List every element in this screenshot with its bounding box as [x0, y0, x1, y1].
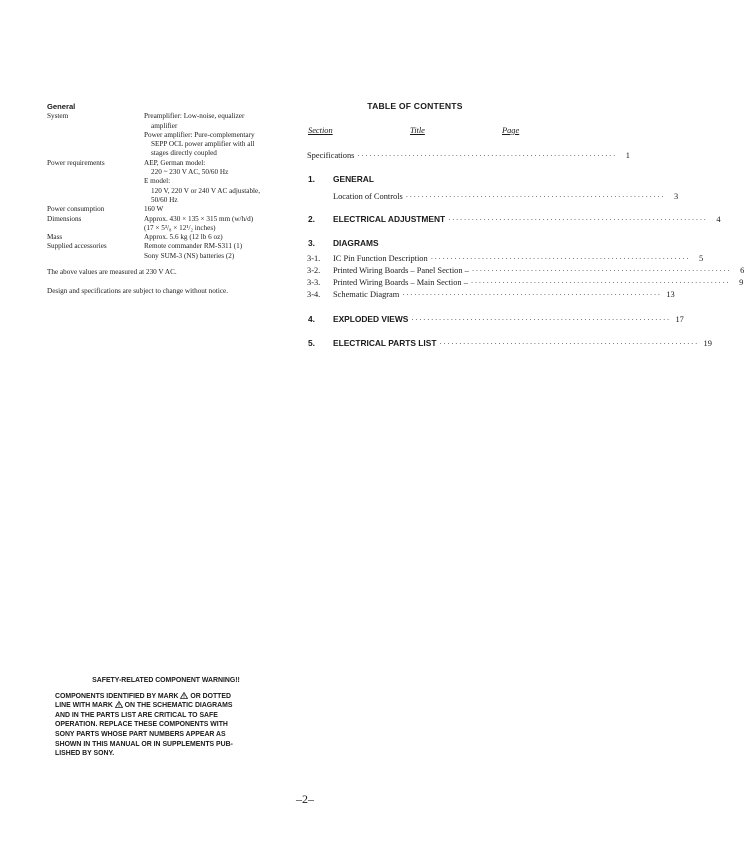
spec-label: Power requirements	[47, 158, 105, 167]
toc-entry-pwb-panel-section[interactable]	[333, 266, 744, 275]
warning-text: OR DOTTED	[188, 692, 231, 700]
toc-section-title: GENERAL	[333, 174, 374, 184]
toc-title: TABLE OF CONTENTS	[367, 101, 463, 111]
warning-line: SONY PARTS WHOSE PART NUMBERS APPEAR AS	[55, 730, 226, 738]
toc-section-title: ELECTRICAL PARTS LIST	[333, 338, 437, 348]
toc-entry-label: Schematic Diagram	[333, 290, 400, 299]
spec-value-line: 160 W	[144, 205, 164, 214]
spec-value-line: 220 ~ 230 V AC, 50/60 Hz	[151, 168, 229, 177]
toc-section-diagrams[interactable]	[333, 238, 521, 248]
toc-entry-ic-pin-function[interactable]	[333, 254, 704, 263]
dot-leader: ··································································	[405, 193, 666, 201]
toc-entry-page: 17	[675, 315, 684, 324]
spec-row	[47, 159, 287, 205]
toc-entry-page: 1	[625, 151, 630, 160]
spec-value-line: 50/60 Hz	[151, 195, 178, 204]
spec-value-line: Approx. 430 × 135 × 315 mm (w/h/d)	[144, 214, 254, 223]
toc-section-general[interactable]	[333, 174, 521, 184]
spec-value-line: amplifier	[151, 121, 178, 130]
spec-label: Dimensions	[47, 214, 82, 223]
toc-col-title: Title	[410, 126, 425, 135]
safety-warning	[55, 676, 273, 759]
toc-section-number: 2.	[308, 214, 315, 224]
spec-row	[47, 242, 287, 261]
toc-entry-label: IC Pin Function Description	[333, 254, 428, 263]
spec-row	[47, 112, 287, 158]
toc-entry-page: 9	[739, 278, 744, 287]
warning-line	[55, 692, 273, 702]
toc-entry-specifications[interactable]	[307, 151, 630, 160]
warning-line: LISHED BY SONY.	[55, 750, 115, 758]
page-number: –2–	[296, 792, 314, 806]
spec-label: Mass	[47, 233, 63, 242]
toc-section-number: 4.	[308, 314, 315, 324]
dot-leader: ··································································	[430, 255, 691, 263]
toc-col-page: Page	[502, 126, 520, 135]
warning-line: AND IN THE PARTS LIST ARE CRITICAL TO SAFE	[55, 711, 218, 719]
toc-section-title: EXPLODED VIEWS	[333, 314, 409, 324]
toc-subsection-number: 3-2.	[307, 266, 321, 275]
dot-leader: ··································································	[471, 267, 732, 275]
toc-entry-page: 3	[674, 192, 679, 201]
toc-subsection-number: 3-3.	[307, 278, 321, 287]
spec-value-line: Approx. 5.6 kg (12 lb 6 oz)	[144, 233, 223, 242]
dot-leader: ··································································	[448, 216, 708, 224]
toc-section-number: 3.	[308, 238, 315, 248]
toc-col-section: Section	[308, 126, 333, 135]
toc-entry-page: 5	[698, 254, 704, 263]
spec-value-line: Sony SUM-3 (NS) batteries (2)	[144, 251, 235, 260]
toc-entry-page: 6	[740, 266, 744, 275]
specs-heading: General	[47, 102, 76, 111]
spec-value	[144, 112, 287, 158]
warning-line	[55, 701, 273, 711]
spec-value	[144, 242, 287, 261]
toc-section-title: ELECTRICAL ADJUSTMENT	[333, 214, 446, 224]
toc-entry-pwb-main-section[interactable]	[333, 278, 744, 287]
toc-section-number: 1.	[308, 174, 315, 184]
spec-value	[144, 159, 287, 205]
spec-value-line: stages directly coupled	[151, 149, 217, 158]
spec-label: Power consumption	[47, 205, 105, 214]
toc-entry-schematic-diagram[interactable]	[333, 290, 675, 299]
toc-section-number: 5.	[308, 338, 315, 348]
toc-section-electrical-adjustment[interactable]	[333, 214, 721, 224]
spec-value-line: AEP, German model:	[144, 158, 206, 167]
spec-row	[47, 233, 287, 242]
toc-entry-label: Printed Wiring Boards – Main Section –	[333, 278, 468, 287]
warning-triangle-icon	[115, 701, 123, 708]
general-specifications	[47, 102, 287, 297]
spec-value-line: SEPP OCL power amplifier with all	[151, 140, 255, 149]
spec-label: System	[47, 112, 69, 121]
toc-entry-page: 19	[703, 339, 712, 348]
toc-entry-label: Specifications	[307, 151, 355, 160]
toc-entry-label: Printed Wiring Boards – Panel Section –	[333, 266, 469, 275]
spec-value-line: (17 × 5³/₈ × 12¹/₂ inches)	[144, 223, 216, 232]
spec-label: Supplied accessories	[47, 242, 107, 251]
spec-value	[144, 205, 287, 214]
spec-rows	[47, 112, 287, 261]
note-design-change: Design and specifications are subject to change without notice.	[47, 287, 229, 296]
toc-entry-location-of-controls[interactable]	[333, 192, 679, 201]
toc-entry-page: 13	[666, 290, 675, 299]
spec-value-line: Remote commander RM-S311 (1)	[144, 242, 243, 251]
note-measured-values: The above values are measured at 230 V AC.	[47, 268, 177, 277]
toc-subsection-number: 3-4.	[307, 290, 321, 299]
dot-leader: ··································································	[470, 279, 731, 287]
dot-leader: ··································································	[402, 291, 662, 299]
warning-line: OPERATION. REPLACE THESE COMPONENTS WITH	[55, 721, 228, 729]
spec-row	[47, 205, 287, 214]
spec-value-line: E model:	[144, 177, 171, 186]
spec-value-line: 120 V, 220 V or 240 V AC adjustable,	[151, 186, 261, 195]
spec-value-line: Preamplifier: Low-noise, equalizer	[144, 112, 245, 121]
spec-row	[47, 215, 287, 234]
dot-leader: ··································································	[411, 316, 671, 324]
toc-entry-page: 4	[716, 215, 721, 224]
toc-subsection-number: 3-1.	[307, 254, 321, 263]
warning-text: COMPONENTS IDENTIFIED BY MARK	[55, 692, 181, 700]
toc-section-title: DIAGRAMS	[333, 238, 379, 248]
safety-warning-title: SAFETY-RELATED COMPONENT WARNING!!	[92, 677, 240, 684]
toc-section-exploded-views[interactable]	[333, 314, 684, 324]
warning-text: LINE WITH MARK	[55, 702, 115, 710]
spec-value	[144, 233, 287, 242]
toc-section-electrical-parts-list[interactable]	[333, 338, 712, 348]
dot-leader: ··································································	[439, 340, 699, 348]
spec-value	[144, 215, 287, 234]
warning-text: ON THE SCHEMATIC DIAGRAMS	[122, 702, 233, 710]
toc-entry-label: Location of Controls	[333, 192, 403, 201]
warning-line: SHOWN IN THIS MANUAL OR IN SUPPLEMENTS PUB-	[55, 740, 233, 748]
dot-leader: ··································································	[357, 152, 617, 160]
spec-value-line: Power amplifier: Pure-complementary	[144, 130, 255, 139]
